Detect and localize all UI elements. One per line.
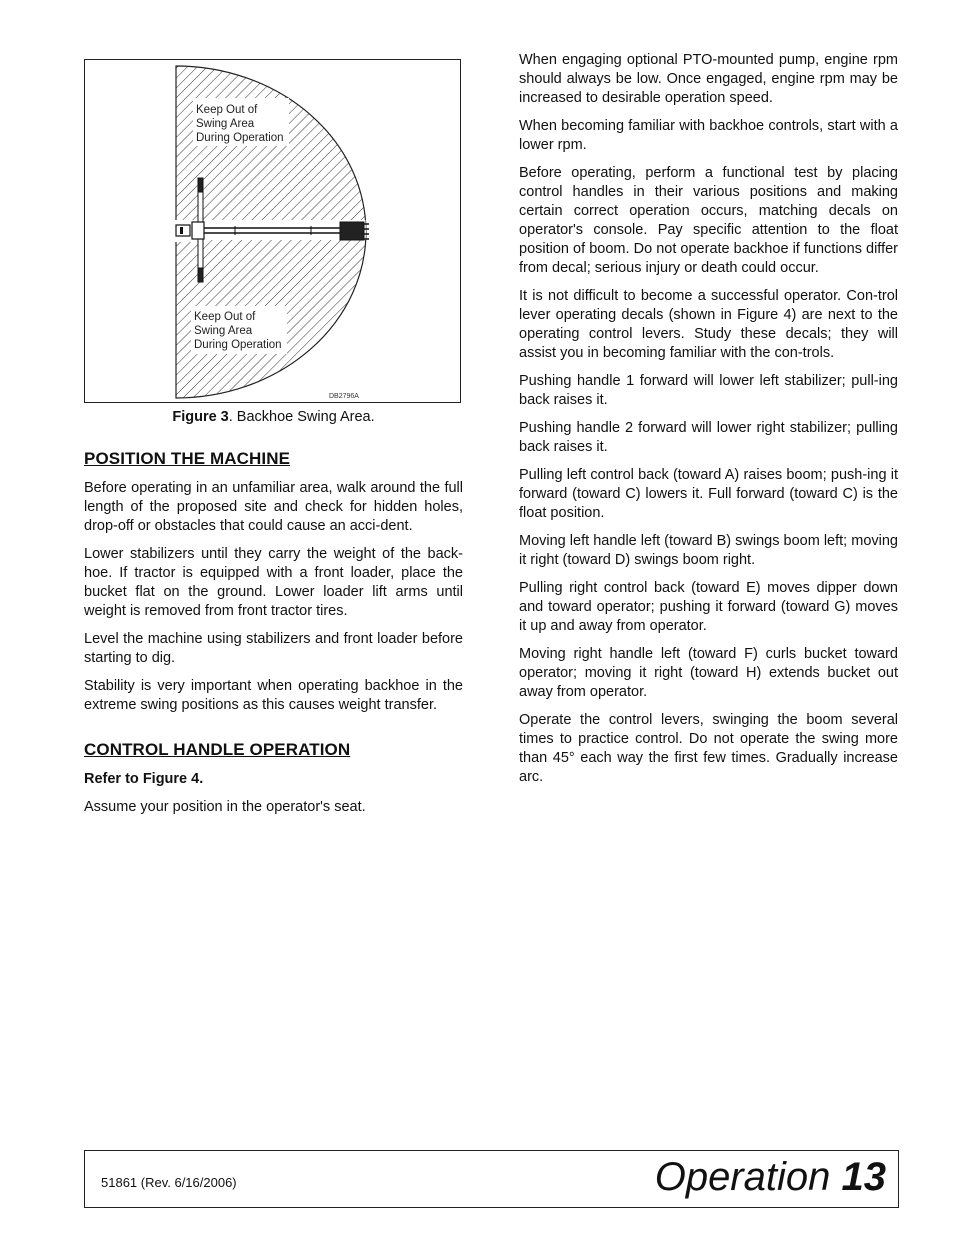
section-title-position-machine: POSITION THE MACHINE (84, 449, 291, 468)
paragraph: Before operating in an unfamiliar area, walk around the full length of the proposed site and check for hidden holes, drop-off or obstacles that could cause an acci-dent. (84, 480, 463, 534)
top-label-line-2: Swing Area (196, 118, 255, 130)
figure-caption-number: Figure 3 (172, 409, 229, 425)
bottom-label-line-3: During Operation (194, 339, 282, 351)
section-title-control-handle: CONTROL HANDLE OPERATION (84, 740, 351, 759)
paragraph: When engaging optional PTO-mounted pump, engine rpm should always be low. Once engaged, engine rpm may be increased to desirable operation speed. (519, 52, 898, 106)
paragraph: Pushing handle 2 forward will lower right stabilizer; pulling back raises it. (519, 420, 898, 455)
right-column (519, 51, 898, 796)
left-column (84, 447, 463, 826)
figure-caption-text: . Backhoe Swing Area. (228, 409, 375, 425)
drawing-code: DB2796A (329, 393, 359, 400)
page-footer (84, 1150, 899, 1208)
paragraph: When becoming familiar with backhoe controls, start with a lower rpm. (519, 118, 898, 153)
top-label-line-3: During Operation (196, 132, 284, 144)
top-label-line-1: Keep Out of (196, 104, 258, 116)
page-number: 13 (841, 1155, 886, 1199)
paragraph: Moving left handle left (toward B) swings boom left; moving it right (toward D) swings boom right. (519, 533, 898, 568)
doc-revision: 51861 (Rev. 6/16/2006) (101, 1175, 237, 1190)
figure-3-caption (84, 408, 463, 427)
paragraph: Assume your position in the operator's seat. (84, 799, 366, 815)
backhoe-swing-area-diagram (85, 60, 462, 404)
paragraph: Stability is very important when operating backhoe in the extreme swing positions as this causes weight transfer. (84, 678, 463, 713)
figure-3-box (84, 59, 461, 403)
bottom-label-line-2: Swing Area (194, 325, 253, 337)
section-name: Operation (654, 1155, 831, 1199)
paragraph: Pushing handle 1 forward will lower left stabilizer; pull-ing back raises it. (519, 373, 898, 408)
refer-to-figure-4: Refer to Figure 4. (84, 771, 204, 787)
paragraph: Level the machine using stabilizers and front loader before starting to dig. (84, 631, 463, 666)
bottom-label-line-1: Keep Out of (194, 311, 256, 323)
paragraph: Pulling left control back (toward A) raises boom; push-ing it forward (toward C) lowers it. Full forward (toward C) is the float position. (519, 467, 898, 521)
paragraph: Moving right handle left (toward F) curls bucket toward operator; moving it right (toward H) extends bucket out away from operator. (519, 646, 898, 700)
paragraph: Before operating, perform a functional test by placing control handles in their various positions and making certain correct operation occurs, matching decals on operator's console. Pay specific attention to the float position of boom. Do not operate backhoe if functions differ from decal; serious injury or death could occur. (519, 165, 898, 276)
section-page-heading (655, 1153, 886, 1201)
paragraph: Operate the control levers, swinging the boom several times to practice control. Do not operate the swing more than 45° each way the first few times. Gradually increase arc. (519, 712, 898, 785)
paragraph: Pulling right control back (toward E) moves dipper down and toward operator; pushing it forward (toward G) moves it up and away from operator. (519, 580, 898, 634)
paragraph: It is not difficult to become a successful operator. Con-trol lever operating decals (shown in Figure 4) are next to the operating control levers. Study these decals; they will assist you in becoming familiar with the con-trols. (519, 288, 898, 361)
paragraph: Lower stabilizers until they carry the weight of the back-hoe. If tractor is equipped with a front loader, place the bucket flat on the ground. Lower loader lift arms until weight is removed from front tractor tires. (84, 546, 463, 619)
